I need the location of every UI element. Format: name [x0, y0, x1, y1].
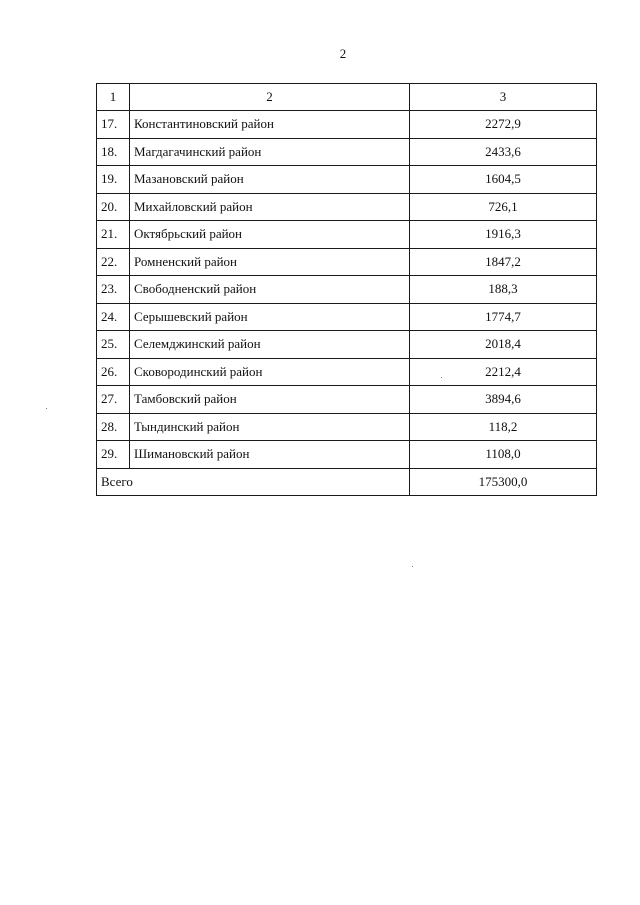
row-number: 23. [97, 276, 130, 304]
district-name: Магдагачинский район [130, 138, 410, 166]
district-value: 2272,9 [410, 111, 597, 139]
table-row [97, 221, 597, 249]
row-number: 24. [97, 303, 130, 331]
district-name: Мазановский район [130, 166, 410, 194]
row-number: 20. [97, 193, 130, 221]
allocation-table [96, 83, 597, 496]
district-value: 1604,5 [410, 166, 597, 194]
district-value: 2433,6 [410, 138, 597, 166]
district-value: 118,2 [410, 413, 597, 441]
district-name: Октябрьский район [130, 221, 410, 249]
district-name: Константиновский район [130, 111, 410, 139]
table-row [97, 166, 597, 194]
scan-speck [441, 377, 442, 378]
district-name: Сковородинский район [130, 358, 410, 386]
district-value: 1108,0 [410, 441, 597, 469]
row-number: 25. [97, 331, 130, 359]
row-number: 27. [97, 386, 130, 414]
table-row [97, 111, 597, 139]
district-name: Михайловский район [130, 193, 410, 221]
row-number: 28. [97, 413, 130, 441]
table-total-row [97, 468, 597, 495]
table-row [97, 441, 597, 469]
district-name: Свободненский район [130, 276, 410, 304]
district-value: 1774,7 [410, 303, 597, 331]
district-value: 1916,3 [410, 221, 597, 249]
district-value: 1847,2 [410, 248, 597, 276]
table-row [97, 303, 597, 331]
row-number: 19. [97, 166, 130, 194]
table-row [97, 193, 597, 221]
row-number: 22. [97, 248, 130, 276]
table-header-row [97, 84, 597, 111]
district-name: Серышевский район [130, 303, 410, 331]
total-value: 175300,0 [410, 468, 597, 495]
district-value: 188,3 [410, 276, 597, 304]
header-cell-2: 2 [130, 84, 410, 111]
table-row [97, 331, 597, 359]
row-number: 29. [97, 441, 130, 469]
page-number: 2 [339, 46, 347, 61]
total-label: Всего [97, 468, 410, 495]
district-name: Селемджинский район [130, 331, 410, 359]
table-row [97, 138, 597, 166]
district-value: 2212,4 [410, 358, 597, 386]
header-cell-3: 3 [410, 84, 597, 111]
header-cell-1: 1 [97, 84, 130, 111]
district-value: 726,1 [410, 193, 597, 221]
row-number: 18. [97, 138, 130, 166]
district-name: Тамбовский район [130, 386, 410, 414]
table-row [97, 248, 597, 276]
district-value: 2018,4 [410, 331, 597, 359]
district-name: Тындинский район [130, 413, 410, 441]
table-row [97, 413, 597, 441]
row-number: 26. [97, 358, 130, 386]
district-name: Шимановский район [130, 441, 410, 469]
table-row [97, 358, 597, 386]
row-number: 21. [97, 221, 130, 249]
district-name: Ромненский район [130, 248, 410, 276]
row-number: 17. [97, 111, 130, 139]
district-value: 3894,6 [410, 386, 597, 414]
table-row [97, 276, 597, 304]
scan-speck [412, 566, 413, 567]
scan-speck [46, 408, 47, 409]
table-row [97, 386, 597, 414]
